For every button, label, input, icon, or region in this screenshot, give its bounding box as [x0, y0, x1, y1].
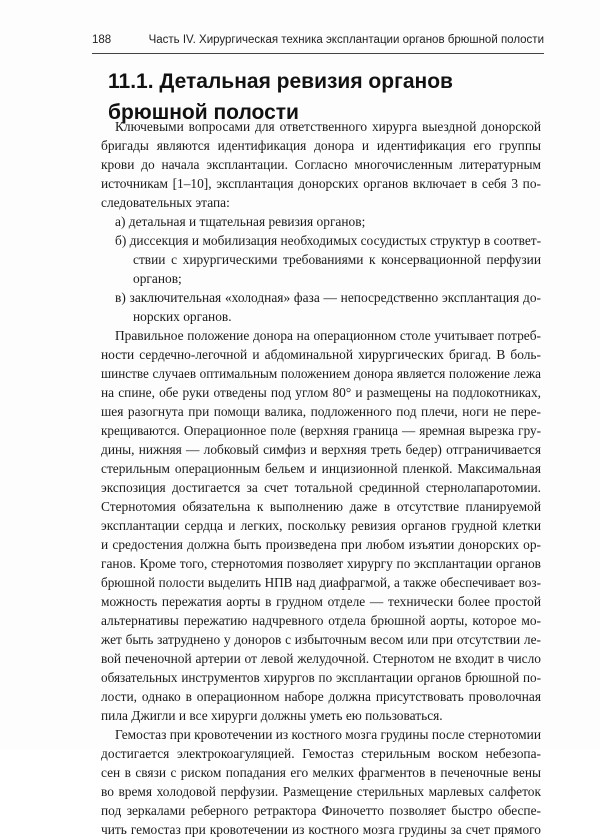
- text-line: обязательных инструментов хирургов по эксплантации органов брюшной по-: [101, 670, 541, 685]
- text-line: стерильным операционным бельем и инцизионной пленкой. Максимальная: [101, 461, 541, 476]
- text-line: можность пережатия аорты в грудном отделе — технически более простой: [101, 594, 541, 609]
- text-line: эксплантации сердца и легких, поскольку ревизия органов грудной клетки: [101, 518, 541, 533]
- list-item-continuation: норских органов.: [133, 309, 232, 324]
- text-line: Гемостаз при кровотечении из костного мозга грудины после стернотомии: [115, 727, 541, 742]
- list-item: в) заключительная «холодная» фаза — непосредственно эксплантация до-: [115, 290, 541, 305]
- text-line: дины, нижняя — лобковый симфиз и верхняя треть бедер) отграничивается: [101, 442, 541, 457]
- text-line: шея разогнута при помощи валика, подложенного под плечи, ноги не пере-: [101, 404, 541, 419]
- text-line: чить гемостаз при кровотечении из костного мозга грудины за счет прямого: [101, 822, 541, 837]
- section-title-line: 11.1. Детальная ревизия органов: [108, 70, 453, 93]
- text-line: ности сердечно-легочной и абдоминальной хирургических бригад. В боль-: [101, 347, 541, 362]
- running-title: Часть IV. Хирургическая техника эксплантации органов брюшной полости: [148, 34, 544, 46]
- text-line: вой печеночной артерии от левой желудочной. Стернотом не входит в число: [101, 651, 541, 666]
- list-item: а) детальная и тщательная ревизия органов;: [115, 214, 366, 229]
- text-line: экспозиция достигается за счет тотальной срединной стернолапаротомии.: [101, 480, 541, 495]
- list-item-continuation: ствии с хирургическими требованиями к консервационной перфузии: [133, 252, 541, 267]
- page-header: [92, 32, 544, 50]
- text-line: шинстве случаев оптимальным положением донора является положение лежа: [101, 366, 541, 381]
- text-line: Правильное положение донора на операционном столе учитывает потреб-: [115, 328, 541, 343]
- text-line: Ключевыми вопросами для ответственного хирурга выездной донорской: [115, 119, 541, 134]
- text-line: и средостения должна быть произведена при любом изъятии донорских ор-: [101, 537, 541, 552]
- text-line: крещиваются. Операционное поле (верхняя граница — яремная вырезка гру-: [101, 423, 541, 438]
- list-item-continuation: органов;: [133, 271, 182, 286]
- text-line: пила Джигли и все хирурги должны уметь ею пользоваться.: [101, 708, 443, 723]
- text-line: достигается электрокоагуляцией. Гемостаз стерильным воском небезопа-: [101, 746, 541, 761]
- text-line: во время холодовой перфузии. Размещение стерильных марлевых салфеток: [101, 784, 541, 799]
- text-line: ганов. Кроме того, стернотомия позволяет хирургу по эксплантации органов: [101, 556, 541, 571]
- text-line: брюшной полости выделить НПВ над диафрагмой, а также обеспечивает воз-: [101, 575, 541, 590]
- text-line: Стернотомия обязательна к выполнению даже в отсутствие планируемой: [101, 499, 541, 514]
- header-divider: [92, 53, 544, 54]
- text-line: следовательных этапа:: [101, 195, 230, 210]
- text-line: жет быть затруднено у доноров с избыточным весом или при отсутствии ле-: [101, 632, 541, 647]
- text-line: альтернативы пережатию надчревного отдела брюшной аорты, которое мо-: [101, 613, 541, 628]
- text-line: крови до начала эксплантации. Согласно многочисленным литературным: [101, 157, 541, 172]
- text-line: под зеркалами реберного ретрактора Финочетто позволяет быстро обеспе-: [101, 803, 541, 818]
- text-line: бригады являются идентификация донора и идентификация его группы: [101, 138, 541, 153]
- text-line: источникам [1–10], эксплантация донорских органов включает в себя 3 по-: [101, 176, 541, 191]
- text-line: на спине, обе руки отведены под углом 80° и размещены на подлокотниках,: [101, 385, 541, 400]
- section-title-line: брюшной полости: [108, 101, 299, 124]
- list-item: б) диссекция и мобилизация необходимых сосудистых структур в соответ-: [115, 233, 542, 248]
- page-number: 188: [92, 34, 112, 46]
- text-line: лости, однако в операционном наборе должна присутствовать проволочная: [101, 689, 541, 704]
- text-line: сен в связи с риском попадания его мелких фрагментов в печеночные вены: [101, 765, 541, 780]
